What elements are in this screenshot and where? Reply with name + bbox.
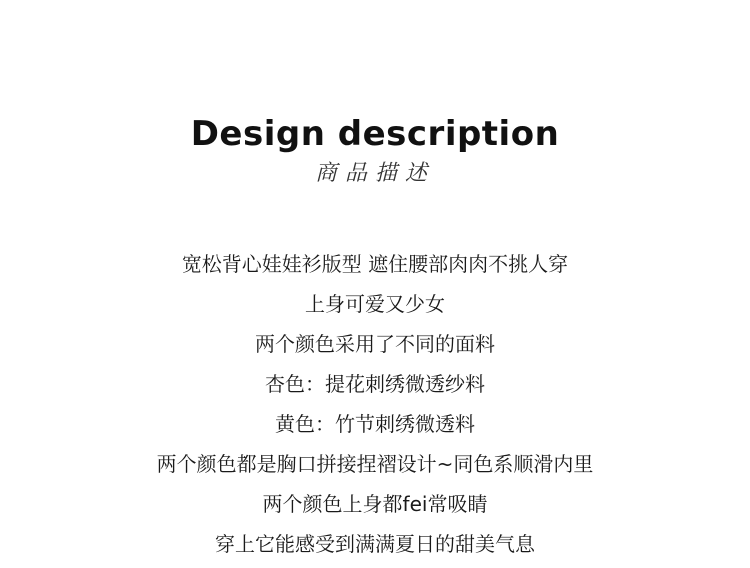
description-line: 黄色：竹节刺绣微透料 <box>275 412 475 436</box>
description-list <box>0 248 750 568</box>
page-title: Design description <box>190 114 560 154</box>
description-line: 两个颜色上身都fei常吸睛 <box>262 492 488 516</box>
page-subtitle: 商品描述 <box>314 161 435 186</box>
description-line: 宽松背心娃娃衫版型 遮住腰部肉肉不挑人穿 <box>181 252 569 276</box>
description-line: 两个颜色都是胸口拼接捏褶设计~同色系顺滑内里 <box>156 452 594 476</box>
description-line: 穿上它能感受到满满夏日的甜美气息 <box>215 532 535 556</box>
description-line: 上身可爱又少女 <box>305 292 445 316</box>
description-line: 两个颜色采用了不同的面料 <box>255 332 495 356</box>
description-line: 杏色：提花刺绣微透纱料 <box>265 372 485 396</box>
